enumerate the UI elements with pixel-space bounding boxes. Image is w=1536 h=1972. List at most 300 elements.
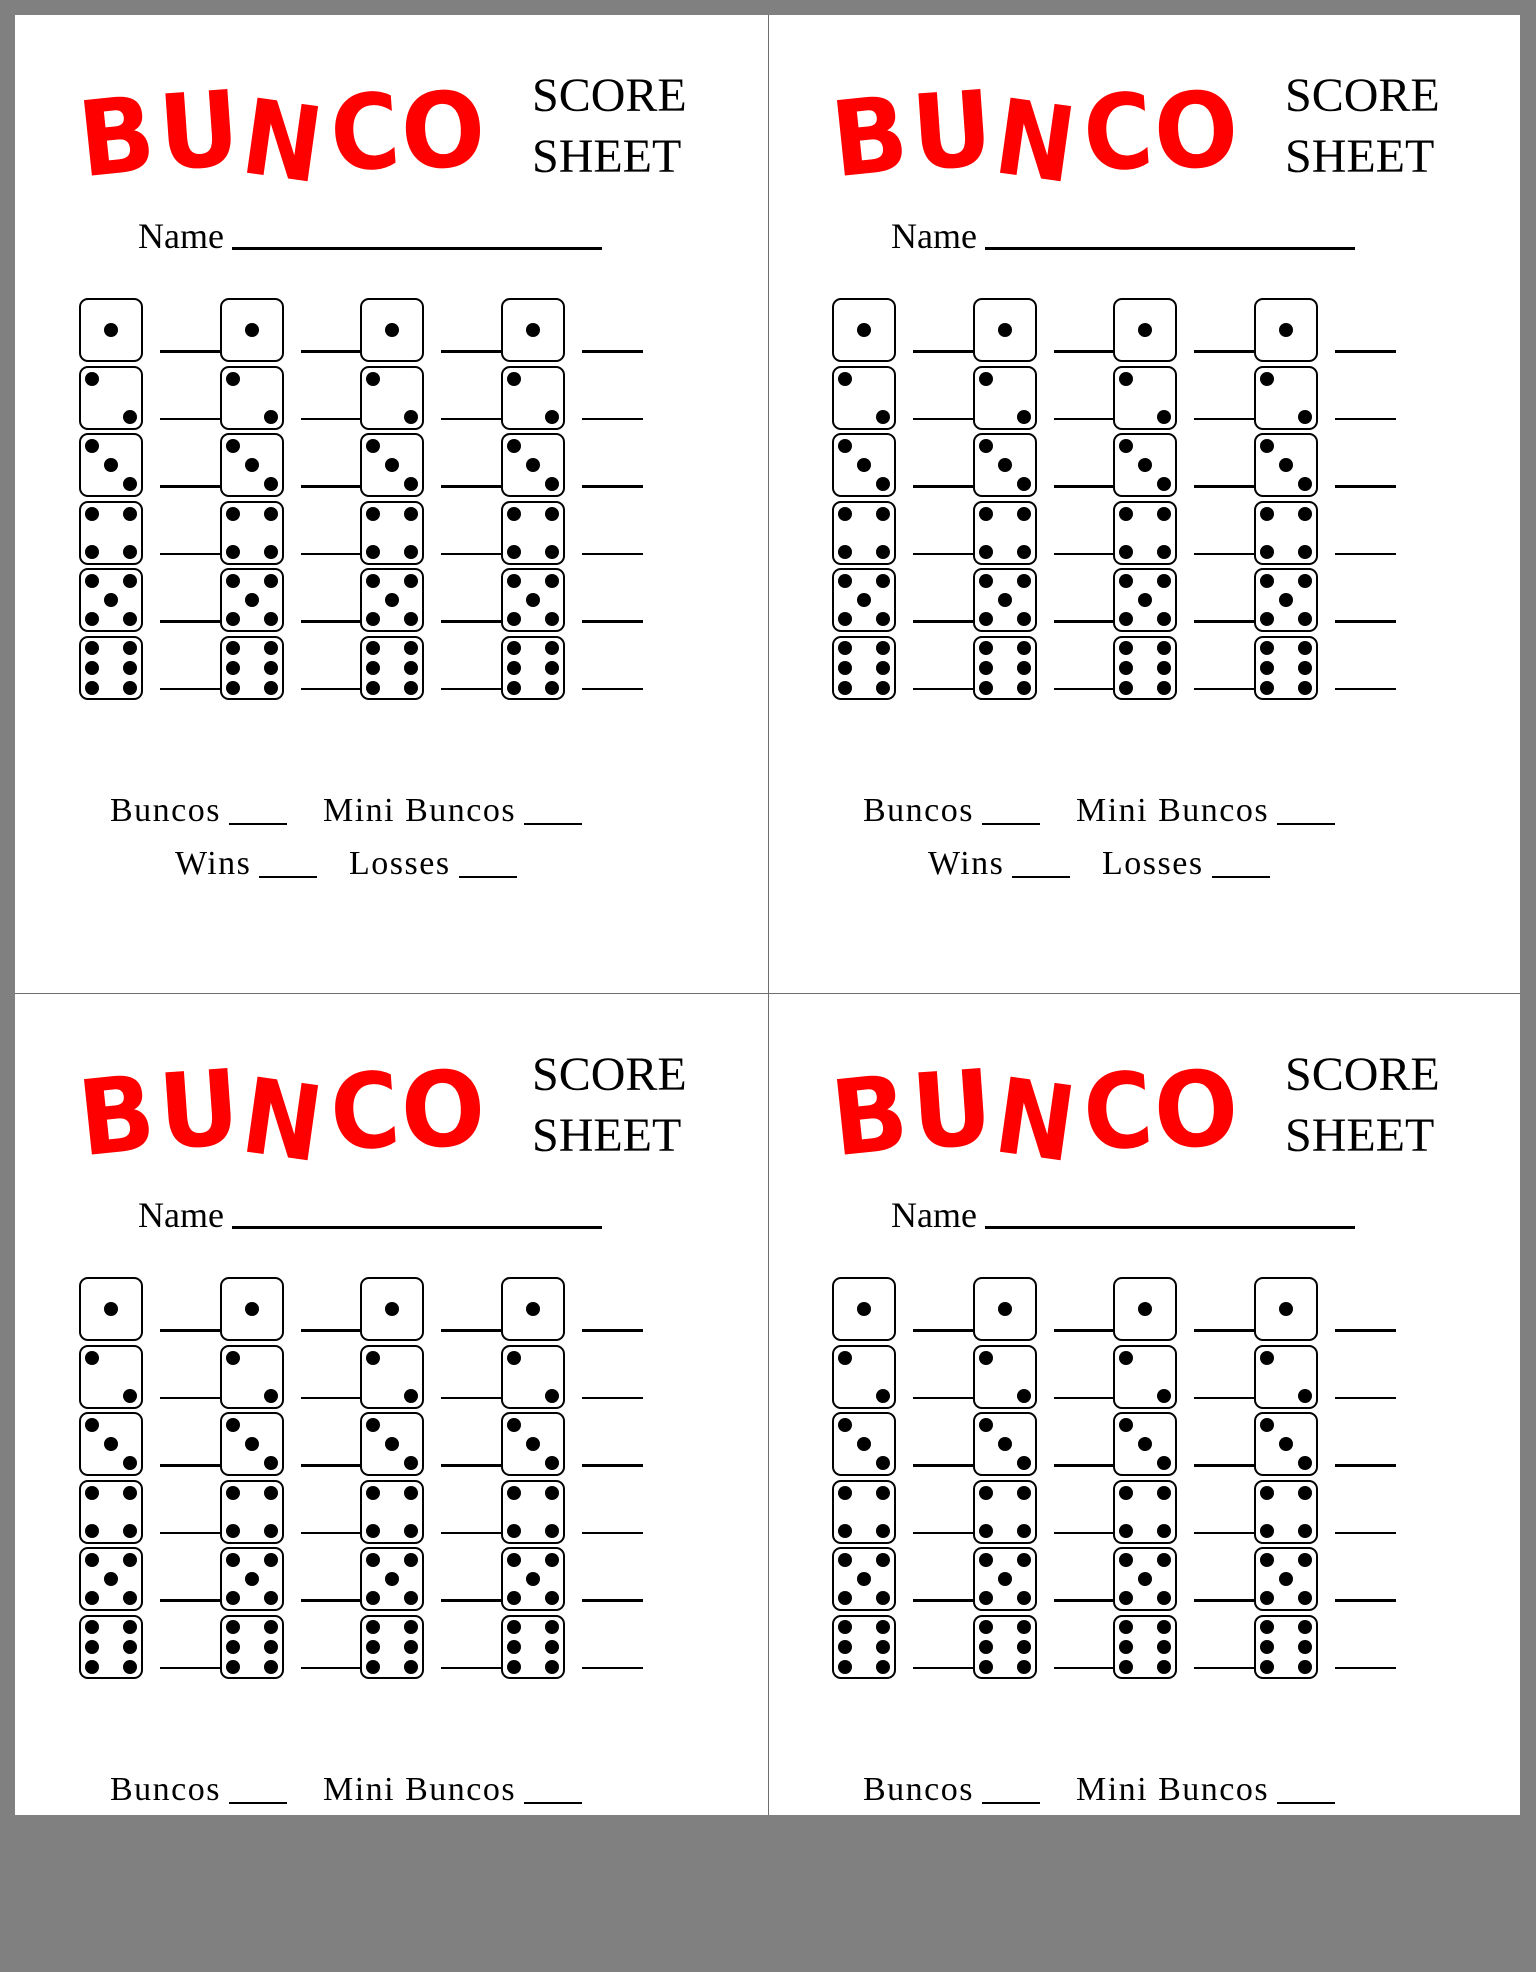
score-blank-face-2-round-3[interactable] bbox=[441, 1397, 502, 1400]
pip-dot bbox=[979, 1351, 993, 1365]
pip-dot bbox=[1119, 661, 1133, 675]
pip-dot bbox=[998, 1302, 1012, 1316]
die-five-icon bbox=[79, 568, 143, 632]
pip-dot bbox=[507, 661, 521, 675]
score-blank-face-2-round-1[interactable] bbox=[913, 418, 974, 421]
mini-buncos-field[interactable] bbox=[1277, 823, 1335, 826]
score-blank-face-5-round-3[interactable] bbox=[1194, 1599, 1255, 1602]
die-four-icon bbox=[220, 1480, 284, 1544]
score-blank-face-6-round-2[interactable] bbox=[301, 1667, 362, 1670]
die-three-icon bbox=[360, 433, 424, 497]
mini-buncos-tally bbox=[1076, 792, 1335, 830]
pip-dot bbox=[123, 574, 137, 588]
pip-dot bbox=[385, 1437, 399, 1451]
buncos-field[interactable] bbox=[982, 823, 1040, 826]
name-field[interactable] bbox=[985, 1226, 1355, 1229]
score-blank-face-2-round-1[interactable] bbox=[160, 1397, 221, 1400]
wins-field[interactable] bbox=[259, 876, 317, 879]
pip-dot bbox=[1298, 1620, 1312, 1634]
score-blank-face-6-round-2[interactable] bbox=[1054, 688, 1115, 691]
score-blank-face-4-round-1[interactable] bbox=[913, 553, 974, 556]
losses-field[interactable] bbox=[1212, 876, 1270, 879]
die-four-icon bbox=[360, 501, 424, 565]
pip-dot bbox=[545, 1553, 559, 1567]
pip-dot bbox=[1298, 1486, 1312, 1500]
pip-dot bbox=[838, 1660, 852, 1674]
score-blank-face-2-round-2[interactable] bbox=[301, 418, 362, 421]
score-blank-face-6-round-4[interactable] bbox=[1335, 688, 1396, 691]
logo-letter: B bbox=[825, 72, 910, 202]
pip-dot bbox=[1017, 1524, 1031, 1538]
score-blank-face-4-round-4[interactable] bbox=[582, 553, 643, 556]
die-three-icon bbox=[220, 1412, 284, 1476]
pip-dot bbox=[1260, 1640, 1274, 1654]
die-two-icon bbox=[832, 366, 896, 430]
pip-dot bbox=[226, 545, 240, 559]
pip-dot bbox=[876, 1620, 890, 1634]
pip-dot bbox=[366, 574, 380, 588]
pip-dot bbox=[264, 1640, 278, 1654]
score-blank-face-1-round-3[interactable] bbox=[1194, 350, 1255, 353]
pip-dot bbox=[245, 1302, 259, 1316]
pip-dot bbox=[85, 681, 99, 695]
die-five-icon bbox=[360, 1547, 424, 1611]
score-blank-face-5-round-3[interactable] bbox=[441, 1599, 502, 1602]
die-two-icon bbox=[1254, 1345, 1318, 1409]
die-three-icon bbox=[501, 433, 565, 497]
die-two-icon bbox=[220, 1345, 284, 1409]
pip-dot bbox=[123, 1553, 137, 1567]
mini-buncos-tally bbox=[1076, 1771, 1335, 1809]
buncos-label: Buncos bbox=[110, 792, 221, 829]
score-blank-face-4-round-1[interactable] bbox=[160, 1532, 221, 1535]
die-five-icon bbox=[1254, 1547, 1318, 1611]
pip-dot bbox=[1298, 641, 1312, 655]
pip-dot bbox=[123, 1640, 137, 1654]
die-five-icon bbox=[1254, 568, 1318, 632]
pip-dot bbox=[1017, 1486, 1031, 1500]
pip-dot bbox=[507, 641, 521, 655]
score-blank-face-3-round-1[interactable] bbox=[913, 1464, 974, 1467]
pip-dot bbox=[545, 1524, 559, 1538]
pip-dot bbox=[404, 661, 418, 675]
die-one-icon bbox=[79, 1277, 143, 1341]
die-two-icon bbox=[220, 366, 284, 430]
pip-dot bbox=[1017, 1660, 1031, 1674]
score-blank-face-1-round-2[interactable] bbox=[1054, 350, 1115, 353]
score-blank-face-6-round-2[interactable] bbox=[1054, 1667, 1115, 1670]
score-blank-face-3-round-2[interactable] bbox=[301, 485, 362, 488]
pip-dot bbox=[1119, 1486, 1133, 1500]
pip-dot bbox=[85, 1524, 99, 1538]
wins-tally bbox=[928, 845, 1070, 883]
pip-dot bbox=[1157, 1591, 1171, 1605]
pip-dot bbox=[1279, 593, 1293, 607]
pip-dot bbox=[404, 574, 418, 588]
die-two-icon bbox=[1113, 1345, 1177, 1409]
mini-buncos-label: Mini Buncos bbox=[323, 792, 517, 829]
score-blank-face-6-round-2[interactable] bbox=[301, 688, 362, 691]
score-blank-face-5-round-2[interactable] bbox=[301, 620, 362, 623]
die-five-icon bbox=[501, 1547, 565, 1611]
die-one-icon bbox=[79, 298, 143, 362]
die-three-icon bbox=[501, 1412, 565, 1476]
pip-dot bbox=[1138, 458, 1152, 472]
die-six-icon bbox=[220, 636, 284, 700]
score-blank-face-6-round-3[interactable] bbox=[1194, 688, 1255, 691]
score-blank-face-2-round-2[interactable] bbox=[1054, 1397, 1115, 1400]
score-blank-face-2-round-3[interactable] bbox=[1194, 418, 1255, 421]
logo-letter: N bbox=[235, 75, 327, 207]
score-blank-face-1-round-4[interactable] bbox=[582, 350, 643, 353]
pip-dot bbox=[979, 1660, 993, 1674]
pip-dot bbox=[123, 681, 137, 695]
mini-buncos-tally bbox=[323, 1771, 582, 1809]
pip-dot bbox=[264, 477, 278, 491]
score-blank-face-4-round-3[interactable] bbox=[441, 1532, 502, 1535]
pip-dot bbox=[1017, 612, 1031, 626]
score-blank-face-5-round-3[interactable] bbox=[1194, 620, 1255, 623]
score-blank-face-5-round-4[interactable] bbox=[1335, 1599, 1396, 1602]
score-blank-face-2-round-1[interactable] bbox=[913, 1397, 974, 1400]
die-two-icon bbox=[1113, 366, 1177, 430]
score-blank-face-3-round-4[interactable] bbox=[582, 1464, 643, 1467]
die-two-icon bbox=[1254, 366, 1318, 430]
logo-letter: O bbox=[1150, 1046, 1238, 1174]
score-blank-face-1-round-2[interactable] bbox=[301, 350, 362, 353]
score-blank-face-4-round-3[interactable] bbox=[1194, 553, 1255, 556]
pip-dot bbox=[245, 458, 259, 472]
pip-dot bbox=[264, 545, 278, 559]
pip-dot bbox=[226, 1553, 240, 1567]
pip-dot bbox=[85, 612, 99, 626]
pip-dot bbox=[123, 1456, 137, 1470]
pip-dot bbox=[545, 477, 559, 491]
pip-dot bbox=[123, 1486, 137, 1500]
pip-dot bbox=[876, 1591, 890, 1605]
losses-field[interactable] bbox=[459, 876, 517, 879]
score-blank-face-5-round-1[interactable] bbox=[160, 1599, 221, 1602]
pip-dot bbox=[123, 1524, 137, 1538]
score-blank-face-1-round-1[interactable] bbox=[913, 350, 974, 353]
pip-dot bbox=[1138, 1572, 1152, 1586]
wins-tally bbox=[175, 845, 317, 883]
pip-dot bbox=[876, 1660, 890, 1674]
pip-dot bbox=[545, 1620, 559, 1634]
score-blank-face-1-round-2[interactable] bbox=[1054, 1329, 1115, 1332]
pip-dot bbox=[545, 545, 559, 559]
pip-dot bbox=[85, 1351, 99, 1365]
mini-buncos-field[interactable] bbox=[1277, 1802, 1335, 1805]
pip-dot bbox=[226, 372, 240, 386]
score-blank-face-3-round-1[interactable] bbox=[160, 1464, 221, 1467]
score-blank-face-3-round-3[interactable] bbox=[1194, 485, 1255, 488]
pip-dot bbox=[1260, 372, 1274, 386]
pip-dot bbox=[404, 477, 418, 491]
pip-dot bbox=[404, 681, 418, 695]
pip-dot bbox=[85, 1620, 99, 1634]
score-blank-face-4-round-1[interactable] bbox=[913, 1532, 974, 1535]
score-blank-face-5-round-4[interactable] bbox=[582, 1599, 643, 1602]
score-blank-face-3-round-4[interactable] bbox=[1335, 485, 1396, 488]
pip-dot bbox=[876, 641, 890, 655]
pip-dot bbox=[85, 661, 99, 675]
pip-dot bbox=[1279, 1302, 1293, 1316]
die-two-icon bbox=[973, 366, 1037, 430]
score-blank-face-3-round-4[interactable] bbox=[582, 485, 643, 488]
pip-dot bbox=[1298, 574, 1312, 588]
score-blank-face-2-round-3[interactable] bbox=[1194, 1397, 1255, 1400]
die-three-icon bbox=[79, 1412, 143, 1476]
title-line-score: SCORE bbox=[1285, 69, 1440, 122]
score-blank-face-6-round-3[interactable] bbox=[441, 1667, 502, 1670]
pip-dot bbox=[1298, 661, 1312, 675]
pip-dot bbox=[245, 1572, 259, 1586]
logo-letter: O bbox=[397, 67, 485, 195]
score-blank-face-3-round-3[interactable] bbox=[1194, 1464, 1255, 1467]
pip-dot bbox=[1157, 1620, 1171, 1634]
pip-dot bbox=[123, 410, 137, 424]
pip-dot bbox=[404, 507, 418, 521]
name-field[interactable] bbox=[232, 1226, 602, 1229]
die-five-icon bbox=[832, 568, 896, 632]
score-blank-face-5-round-4[interactable] bbox=[1335, 620, 1396, 623]
pip-dot bbox=[245, 323, 259, 337]
buncos-field[interactable] bbox=[982, 1802, 1040, 1805]
die-two-icon bbox=[360, 366, 424, 430]
die-three-icon bbox=[973, 433, 1037, 497]
pip-dot bbox=[1260, 681, 1274, 695]
score-blank-face-1-round-1[interactable] bbox=[160, 350, 221, 353]
pip-dot bbox=[1138, 323, 1152, 337]
pip-dot bbox=[123, 1620, 137, 1634]
pip-dot bbox=[1017, 1620, 1031, 1634]
buncos-field[interactable] bbox=[229, 823, 287, 826]
losses-label: Losses bbox=[349, 845, 451, 882]
name-label: Name bbox=[138, 216, 224, 256]
pip-dot bbox=[226, 1524, 240, 1538]
score-blank-face-6-round-1[interactable] bbox=[160, 1667, 221, 1670]
score-blank-face-5-round-1[interactable] bbox=[913, 1599, 974, 1602]
score-blank-face-6-round-4[interactable] bbox=[1335, 1667, 1396, 1670]
score-blank-face-4-round-2[interactable] bbox=[1054, 1532, 1115, 1535]
bunco-logo bbox=[825, 67, 1250, 207]
pip-dot bbox=[1298, 1524, 1312, 1538]
pip-dot bbox=[264, 641, 278, 655]
die-four-icon bbox=[973, 501, 1037, 565]
pip-dot bbox=[366, 1553, 380, 1567]
pip-dot bbox=[857, 593, 871, 607]
pip-dot bbox=[226, 1418, 240, 1432]
pip-dot bbox=[404, 1389, 418, 1403]
score-blank-face-2-round-3[interactable] bbox=[441, 418, 502, 421]
name-field[interactable] bbox=[985, 247, 1355, 250]
pip-dot bbox=[1017, 410, 1031, 424]
score-blank-face-2-round-4[interactable] bbox=[1335, 1397, 1396, 1400]
die-one-icon bbox=[973, 298, 1037, 362]
pip-dot bbox=[838, 545, 852, 559]
pip-dot bbox=[1260, 1553, 1274, 1567]
pip-dot bbox=[1279, 1437, 1293, 1451]
pip-dot bbox=[385, 593, 399, 607]
score-blank-face-1-round-4[interactable] bbox=[1335, 350, 1396, 353]
score-blank-face-3-round-1[interactable] bbox=[160, 485, 221, 488]
score-blank-face-3-round-4[interactable] bbox=[1335, 1464, 1396, 1467]
mini-buncos-field[interactable] bbox=[524, 1802, 582, 1805]
wins-field[interactable] bbox=[1012, 876, 1070, 879]
score-blank-face-4-round-4[interactable] bbox=[1335, 553, 1396, 556]
score-blank-face-3-round-3[interactable] bbox=[441, 1464, 502, 1467]
bunco-logo bbox=[72, 1046, 497, 1186]
pip-dot bbox=[979, 372, 993, 386]
die-five-icon bbox=[832, 1547, 896, 1611]
score-blank-face-5-round-3[interactable] bbox=[441, 620, 502, 623]
score-blank-face-6-round-1[interactable] bbox=[160, 688, 221, 691]
score-blank-face-4-round-2[interactable] bbox=[1054, 553, 1115, 556]
pip-dot bbox=[366, 1660, 380, 1674]
score-blank-face-1-round-4[interactable] bbox=[1335, 1329, 1396, 1332]
score-card-bottom-right bbox=[768, 994, 1521, 1972]
pip-dot bbox=[838, 661, 852, 675]
buncos-label: Buncos bbox=[110, 1771, 221, 1808]
buncos-field[interactable] bbox=[229, 1802, 287, 1805]
pip-dot bbox=[104, 1572, 118, 1586]
pip-dot bbox=[1157, 1389, 1171, 1403]
pip-dot bbox=[507, 1486, 521, 1500]
pip-dot bbox=[507, 612, 521, 626]
pip-dot bbox=[876, 1456, 890, 1470]
die-one-icon bbox=[1113, 298, 1177, 362]
die-one-icon bbox=[360, 298, 424, 362]
score-blank-face-6-round-4[interactable] bbox=[582, 1667, 643, 1670]
score-blank-face-4-round-3[interactable] bbox=[1194, 1532, 1255, 1535]
mini-buncos-field[interactable] bbox=[524, 823, 582, 826]
pip-dot bbox=[123, 612, 137, 626]
title-line-sheet: SHEET bbox=[1285, 130, 1435, 183]
pip-dot bbox=[545, 574, 559, 588]
pip-dot bbox=[1260, 612, 1274, 626]
pip-dot bbox=[264, 1591, 278, 1605]
score-blank-face-3-round-2[interactable] bbox=[301, 1464, 362, 1467]
pip-dot bbox=[404, 410, 418, 424]
pip-dot bbox=[838, 612, 852, 626]
pip-dot bbox=[1157, 574, 1171, 588]
pip-dot bbox=[1260, 507, 1274, 521]
score-blank-face-3-round-2[interactable] bbox=[1054, 1464, 1115, 1467]
pip-dot bbox=[104, 323, 118, 337]
score-blank-face-2-round-4[interactable] bbox=[582, 418, 643, 421]
score-blank-face-1-round-4[interactable] bbox=[582, 1329, 643, 1332]
score-blank-face-1-round-2[interactable] bbox=[301, 1329, 362, 1332]
pip-dot bbox=[1260, 641, 1274, 655]
pip-dot bbox=[1260, 1418, 1274, 1432]
pip-dot bbox=[526, 458, 540, 472]
pip-dot bbox=[245, 593, 259, 607]
title-line-score: SCORE bbox=[1285, 1048, 1440, 1101]
pip-dot bbox=[876, 1524, 890, 1538]
score-blank-face-1-round-3[interactable] bbox=[1194, 1329, 1255, 1332]
pip-dot bbox=[979, 439, 993, 453]
score-blank-face-1-round-1[interactable] bbox=[913, 1329, 974, 1332]
logo-letter: B bbox=[825, 1051, 910, 1181]
die-six-icon bbox=[501, 636, 565, 700]
score-blank-face-6-round-4[interactable] bbox=[582, 688, 643, 691]
score-blank-face-6-round-1[interactable] bbox=[913, 1667, 974, 1670]
pip-dot bbox=[366, 612, 380, 626]
pip-dot bbox=[264, 612, 278, 626]
score-blank-face-6-round-3[interactable] bbox=[441, 688, 502, 691]
buncos-tally bbox=[863, 1771, 1040, 1809]
score-blank-face-4-round-1[interactable] bbox=[160, 553, 221, 556]
pip-dot bbox=[85, 1660, 99, 1674]
score-blank-face-3-round-1[interactable] bbox=[913, 485, 974, 488]
score-blank-face-5-round-2[interactable] bbox=[301, 1599, 362, 1602]
pip-dot bbox=[104, 593, 118, 607]
pip-dot bbox=[1017, 641, 1031, 655]
score-blank-face-5-round-1[interactable] bbox=[160, 620, 221, 623]
name-field[interactable] bbox=[232, 247, 602, 250]
die-one-icon bbox=[1254, 1277, 1318, 1341]
pip-dot bbox=[545, 507, 559, 521]
pip-dot bbox=[1157, 1486, 1171, 1500]
score-blank-face-4-round-3[interactable] bbox=[441, 553, 502, 556]
score-blank-face-1-round-3[interactable] bbox=[441, 1329, 502, 1332]
score-blank-face-3-round-2[interactable] bbox=[1054, 485, 1115, 488]
die-six-icon bbox=[1113, 1615, 1177, 1679]
score-blank-face-1-round-3[interactable] bbox=[441, 350, 502, 353]
score-blank-face-3-round-3[interactable] bbox=[441, 485, 502, 488]
score-blank-face-4-round-4[interactable] bbox=[1335, 1532, 1396, 1535]
pip-dot bbox=[838, 1591, 852, 1605]
pip-dot bbox=[545, 681, 559, 695]
score-blank-face-2-round-2[interactable] bbox=[301, 1397, 362, 1400]
pip-dot bbox=[545, 1660, 559, 1674]
score-blank-face-5-round-2[interactable] bbox=[1054, 1599, 1115, 1602]
mini-buncos-label: Mini Buncos bbox=[323, 1771, 517, 1808]
pip-dot bbox=[1260, 1660, 1274, 1674]
pip-dot bbox=[85, 439, 99, 453]
score-blank-face-5-round-4[interactable] bbox=[582, 620, 643, 623]
die-four-icon bbox=[973, 1480, 1037, 1544]
score-blank-face-4-round-2[interactable] bbox=[301, 553, 362, 556]
pip-dot bbox=[1119, 545, 1133, 559]
pip-dot bbox=[226, 1660, 240, 1674]
score-blank-face-6-round-1[interactable] bbox=[913, 688, 974, 691]
die-six-icon bbox=[973, 1615, 1037, 1679]
pip-dot bbox=[1260, 661, 1274, 675]
pip-dot bbox=[1119, 1351, 1133, 1365]
score-blank-face-2-round-4[interactable] bbox=[1335, 418, 1396, 421]
pip-dot bbox=[1157, 641, 1171, 655]
pip-dot bbox=[838, 681, 852, 695]
score-blank-face-4-round-2[interactable] bbox=[301, 1532, 362, 1535]
score-blank-face-6-round-3[interactable] bbox=[1194, 1667, 1255, 1670]
score-blank-face-2-round-4[interactable] bbox=[582, 1397, 643, 1400]
pip-dot bbox=[123, 641, 137, 655]
pip-dot bbox=[979, 1553, 993, 1567]
score-blank-face-1-round-1[interactable] bbox=[160, 1329, 221, 1332]
score-blank-face-2-round-2[interactable] bbox=[1054, 418, 1115, 421]
name-row bbox=[138, 1194, 602, 1236]
pip-dot bbox=[1157, 477, 1171, 491]
die-four-icon bbox=[220, 501, 284, 565]
pip-dot bbox=[366, 681, 380, 695]
score-blank-face-4-round-4[interactable] bbox=[582, 1532, 643, 1535]
score-blank-face-5-round-2[interactable] bbox=[1054, 620, 1115, 623]
score-blank-face-2-round-1[interactable] bbox=[160, 418, 221, 421]
score-blank-face-5-round-1[interactable] bbox=[913, 620, 974, 623]
logo-letter: U bbox=[907, 67, 993, 195]
